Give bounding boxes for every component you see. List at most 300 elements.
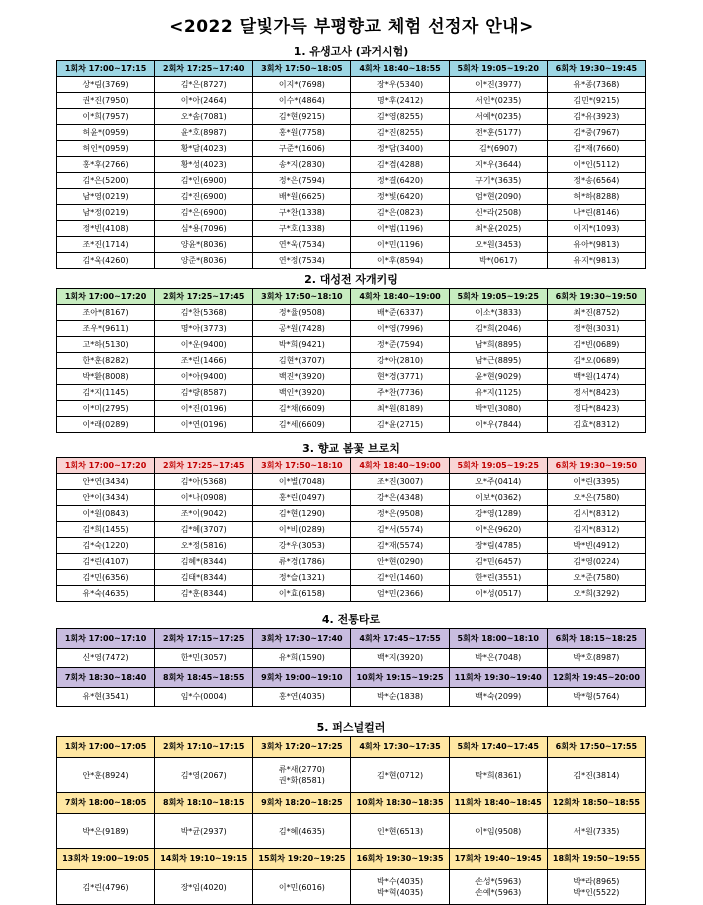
participant-cell: 연*욱(7534)	[253, 237, 351, 253]
participant-cell: 백*지(3920)	[351, 649, 449, 668]
participant-cell: 구*호(1338)	[253, 221, 351, 237]
schedule-table	[56, 60, 646, 269]
participant-names	[155, 826, 252, 837]
session-header: 2회차 17:25~17:45	[155, 289, 253, 305]
participant-cell	[351, 758, 449, 793]
session-header: 16회차 19:30~19:35	[351, 849, 449, 870]
schedule-table	[56, 736, 646, 905]
participant-cell: 백*원(1474)	[547, 369, 645, 385]
participant-cell: 박*호(8987)	[547, 649, 645, 668]
session-header: 8회차 18:10~18:15	[155, 793, 253, 814]
participant-cell: 오*원(3453)	[449, 237, 547, 253]
participant-cell: 한*린(3551)	[449, 570, 547, 586]
session-header: 4회차 18:40~19:00	[351, 458, 449, 474]
participant-cell: 허인*(0959)	[57, 141, 155, 157]
table-row	[57, 554, 646, 570]
participant-names	[253, 764, 350, 786]
participant-cell: 윤*호(8987)	[155, 125, 253, 141]
participant-cell	[253, 814, 351, 849]
participant-cell: 이*래(0289)	[57, 417, 155, 433]
session-header: 10회차 19:15~19:25	[351, 668, 449, 688]
participant-cell: 남*영(0219)	[57, 189, 155, 205]
participant-cell: 김*현(1290)	[253, 506, 351, 522]
header-row	[57, 849, 646, 870]
participant-cell: 이*아(9400)	[155, 369, 253, 385]
participant-cell: 김*민(6356)	[57, 570, 155, 586]
table-row	[57, 253, 646, 269]
participant-cell: 조*진(1714)	[57, 237, 155, 253]
session-header: 14회차 19:10~19:15	[155, 849, 253, 870]
participant-name: 김*린(4796)	[82, 882, 129, 892]
participant-cell: 이*영(7996)	[351, 321, 449, 337]
participant-name: 박*은(9189)	[82, 826, 129, 836]
header-row	[57, 793, 646, 814]
participant-cell: 홍*린(0497)	[253, 490, 351, 506]
table-row	[57, 353, 646, 369]
participant-name: 이*민(6016)	[278, 882, 325, 892]
table-row	[57, 417, 646, 433]
participant-cell: 나*린(8146)	[547, 205, 645, 221]
table-row	[57, 237, 646, 253]
participant-name: 인*현(6513)	[377, 826, 424, 836]
participant-cell: 안*연(3434)	[57, 474, 155, 490]
participant-cell: 김*재(7660)	[547, 141, 645, 157]
participant-cell: 김*진(8255)	[351, 125, 449, 141]
table-row	[57, 506, 646, 522]
section-title: 1. 유생고사 (과거시험)	[293, 45, 409, 58]
participant-names	[351, 826, 448, 837]
participant-names	[450, 826, 547, 837]
participant-cell: 고*하(5130)	[57, 337, 155, 353]
participant-name: 김*현(0712)	[377, 770, 424, 780]
participant-names	[155, 770, 252, 781]
participant-cell: 정*결(6420)	[351, 173, 449, 189]
participant-cell: 서예*(0235)	[449, 109, 547, 125]
participant-cell	[57, 758, 155, 793]
participant-names	[57, 826, 154, 837]
participant-cell: 김*윤(2715)	[351, 417, 449, 433]
participant-cell: 이*원(0843)	[57, 506, 155, 522]
participant-cell: 강*은(4348)	[351, 490, 449, 506]
participant-cell: 이지*(7698)	[253, 77, 351, 93]
participant-cell: 백인*(3920)	[253, 385, 351, 401]
session-header: 5회차 17:40~17:45	[449, 737, 547, 758]
participant-cell: 김*인(1460)	[351, 570, 449, 586]
participant-cell: 강*우(3053)	[253, 538, 351, 554]
participant-name: 손성*(5963)	[475, 877, 522, 886]
table-row	[57, 321, 646, 337]
header-row	[57, 458, 646, 474]
participant-cell	[253, 870, 351, 905]
schedule-table	[56, 628, 646, 707]
participant-cell: 이*범(1196)	[351, 221, 449, 237]
section-traditional-tarot	[56, 612, 646, 707]
participant-cell: 백진*(3920)	[253, 369, 351, 385]
participant-cell: 서인*(0235)	[449, 93, 547, 109]
participant-cell: 김*중(7967)	[547, 125, 645, 141]
session-header: 3회차 17:20~17:25	[253, 737, 351, 758]
table-row	[57, 369, 646, 385]
participant-name: 안*훈(8924)	[82, 770, 129, 780]
table-row	[57, 570, 646, 586]
participant-cell: 이*성(0517)	[449, 586, 547, 602]
participant-cell: 김*현(9215)	[253, 109, 351, 125]
participant-cell: 정서*(8423)	[547, 385, 645, 401]
participant-cell: 백*숙(2099)	[449, 688, 547, 707]
session-header: 7회차 18:30~18:40	[57, 668, 155, 688]
participant-cell: 유*희(1590)	[253, 649, 351, 668]
participant-cell	[449, 814, 547, 849]
participant-cell: 김*재(5574)	[351, 538, 449, 554]
participant-cell: 유*지(1125)	[449, 385, 547, 401]
participant-cell: 김*지(1145)	[57, 385, 155, 401]
participant-cell: 이소*(3833)	[449, 305, 547, 321]
participant-names	[155, 882, 252, 893]
participant-cell: 유지*(9813)	[547, 253, 645, 269]
table-row	[57, 173, 646, 189]
participant-cell: 김*영(0224)	[547, 554, 645, 570]
participant-cell: 김*은(5200)	[57, 173, 155, 189]
participant-cell: 양준*(8036)	[155, 253, 253, 269]
participant-cell	[449, 870, 547, 905]
participant-cell: 이*운(9400)	[155, 337, 253, 353]
table-row	[57, 758, 646, 793]
participant-names	[450, 770, 547, 781]
participant-name: 김*혜(4635)	[278, 826, 325, 836]
participant-cell: 김시*(8312)	[547, 506, 645, 522]
participant-cell: 김*유(3923)	[547, 109, 645, 125]
session-header: 13회차 19:00~19:05	[57, 849, 155, 870]
section-title: 5. 퍼스널컬러	[316, 721, 386, 734]
participant-cell: 황*성(4023)	[155, 157, 253, 173]
participant-cell: 장*우(5340)	[351, 77, 449, 93]
table-row	[57, 157, 646, 173]
table-row	[57, 474, 646, 490]
session-header: 6회차 19:30~19:50	[547, 289, 645, 305]
participant-cell: 김*인(6900)	[155, 173, 253, 189]
participant-cell: 황*담(4023)	[155, 141, 253, 157]
participant-cell: 정*슬(1321)	[253, 570, 351, 586]
participant-cell: 김지*(8312)	[547, 522, 645, 538]
session-header: 3회차 17:30~17:40	[253, 629, 351, 649]
participant-cell: 배*원(6625)	[253, 189, 351, 205]
participant-cell: 임*수(0004)	[155, 688, 253, 707]
header-row	[57, 289, 646, 305]
participant-cell: 이수*(4864)	[253, 93, 351, 109]
participant-cell: 김*세(6609)	[253, 417, 351, 433]
table-row	[57, 125, 646, 141]
table-row	[57, 538, 646, 554]
participant-cell: 유아*(9813)	[547, 237, 645, 253]
session-header: 4회차 17:45~17:55	[351, 629, 449, 649]
table-row	[57, 109, 646, 125]
participant-name: 박*라(8965)	[573, 877, 620, 886]
participant-cell: 박*빈(4912)	[547, 538, 645, 554]
table-row	[57, 305, 646, 321]
participant-name: 박*수(4035)	[377, 877, 424, 886]
session-header: 3회차 17:50~18:10	[253, 289, 351, 305]
participant-cell: 박*순(1838)	[351, 688, 449, 707]
participant-cell: 박*환(8008)	[57, 369, 155, 385]
participant-cell: 심*용(7096)	[155, 221, 253, 237]
table-row	[57, 141, 646, 157]
session-header: 4회차 18:40~19:00	[351, 289, 449, 305]
session-header: 3회차 17:50~18:05	[253, 61, 351, 77]
session-header: 11회차 19:30~19:40	[449, 668, 547, 688]
participant-cell: 오*준(7580)	[547, 570, 645, 586]
participant-cell: 이지*(1093)	[547, 221, 645, 237]
participant-names	[351, 876, 448, 898]
schedule-table	[56, 457, 646, 602]
participant-cell: 김*은(8727)	[155, 77, 253, 93]
participant-cell: 공*원(7428)	[253, 321, 351, 337]
table-row	[57, 490, 646, 506]
participant-cell: 정*은(9508)	[351, 506, 449, 522]
participant-cell: 이*은(9620)	[449, 522, 547, 538]
table-row	[57, 870, 646, 905]
participant-cell	[155, 870, 253, 905]
participant-cell: 장*림(4785)	[449, 538, 547, 554]
participant-name: 박*인(5522)	[573, 888, 620, 897]
participant-names	[57, 882, 154, 893]
header-row	[57, 668, 646, 688]
participant-names	[548, 770, 645, 781]
participant-cell: 조아*(8167)	[57, 305, 155, 321]
session-header: 12회차 19:45~20:00	[547, 668, 645, 688]
participant-cell: 연*정(7534)	[253, 253, 351, 269]
section-title: 4. 전통타로	[321, 613, 381, 626]
participant-cell: 허윤*(0959)	[57, 125, 155, 141]
participant-cell: 안*이(3434)	[57, 490, 155, 506]
section-title: 3. 향교 봄꽃 브로치	[302, 442, 400, 455]
participant-cell: 김혜*(8344)	[155, 554, 253, 570]
participant-cell: 상*림(3769)	[57, 77, 155, 93]
participant-cell	[547, 870, 645, 905]
table-row	[57, 77, 646, 93]
participant-cell: 이*인(5112)	[547, 157, 645, 173]
participant-cell: 오*정(5816)	[155, 538, 253, 554]
participant-cell: 유*현(3541)	[57, 688, 155, 707]
participant-cell: 이*우(7844)	[449, 417, 547, 433]
table-row	[57, 522, 646, 538]
participant-cell: 정*송(6564)	[547, 173, 645, 189]
participant-cell: 이보*(0362)	[449, 490, 547, 506]
header-row	[57, 629, 646, 649]
participant-cell	[449, 758, 547, 793]
participant-cell: 박*민(3080)	[449, 401, 547, 417]
participant-cell: 정다*(8423)	[547, 401, 645, 417]
participant-names	[351, 770, 448, 781]
participant-cell	[253, 758, 351, 793]
participant-cell: 권*진(7950)	[57, 93, 155, 109]
session-header: 6회차 18:15~18:25	[547, 629, 645, 649]
participant-cell: 오*희(3292)	[547, 586, 645, 602]
participant-name: 탁*희(8361)	[475, 770, 522, 780]
participant-name: 박*혁(4035)	[377, 888, 424, 897]
participant-cell: 이*비(0289)	[253, 522, 351, 538]
participant-names	[253, 826, 350, 837]
session-header: 6회차 19:30~19:50	[547, 458, 645, 474]
participant-cell: 구기*(3635)	[449, 173, 547, 189]
participant-cell: 남*근(8895)	[449, 353, 547, 369]
participant-cell: 엄*민(2366)	[351, 586, 449, 602]
section-title: 2. 대성전 자개키링	[304, 273, 398, 286]
participant-cell: 이*아(2464)	[155, 93, 253, 109]
session-header: 12회차 18:50~18:55	[547, 793, 645, 814]
session-header: 10회차 18:30~18:35	[351, 793, 449, 814]
session-header: 6회차 19:30~19:45	[547, 61, 645, 77]
participant-cell: 박*형(5764)	[547, 688, 645, 707]
participant-cell: 신*라(2508)	[449, 205, 547, 221]
participant-cell: 최*원(8189)	[351, 401, 449, 417]
session-header: 5회차 19:05~19:25	[449, 458, 547, 474]
participant-cell: 이*효(6158)	[253, 586, 351, 602]
table-row	[57, 814, 646, 849]
participant-cell	[547, 814, 645, 849]
participant-cell: 이*진(0196)	[155, 401, 253, 417]
section-flower-brooch	[56, 441, 646, 602]
participant-cell: 김*찬(5368)	[155, 305, 253, 321]
participant-cell: 김*민(6457)	[449, 554, 547, 570]
participant-cell: 오*주(0414)	[449, 474, 547, 490]
participant-cell: 정*담(3400)	[351, 141, 449, 157]
participant-cell: 엄*현(2090)	[449, 189, 547, 205]
participant-cell: 김*채(6609)	[253, 401, 351, 417]
table-row	[57, 586, 646, 602]
session-header: 6회차 17:50~17:55	[547, 737, 645, 758]
participant-name: 김*영(2067)	[180, 770, 227, 780]
participant-cell: 김*겸(4288)	[351, 157, 449, 173]
session-header: 1회차 17:00~17:10	[57, 629, 155, 649]
session-header: 8회차 18:45~18:55	[155, 668, 253, 688]
participant-cell: 김태*(8344)	[155, 570, 253, 586]
participant-cell: 최*진(8752)	[547, 305, 645, 321]
participant-name: 류*새(2770)	[278, 765, 325, 774]
participant-names	[548, 826, 645, 837]
table-row	[57, 337, 646, 353]
session-header: 18회차 19:50~19:55	[547, 849, 645, 870]
participant-cell: 홍*원(7758)	[253, 125, 351, 141]
participant-name: 서*원(7335)	[573, 826, 620, 836]
participant-cell	[57, 870, 155, 905]
participant-names	[548, 876, 645, 898]
participant-cell: 류*경(1786)	[253, 554, 351, 570]
participant-cell: 조*진(3007)	[351, 474, 449, 490]
participant-names	[57, 770, 154, 781]
session-header: 15회차 19:20~19:25	[253, 849, 351, 870]
session-header: 11회차 18:40~18:45	[449, 793, 547, 814]
session-header: 7회차 18:00~18:05	[57, 793, 155, 814]
participant-cell	[57, 814, 155, 849]
participant-cell: 양윤*(8036)	[155, 237, 253, 253]
participant-cell: 김*량(8587)	[155, 385, 253, 401]
participant-cell: 김*아(5368)	[155, 474, 253, 490]
session-header: 2회차 17:10~17:15	[155, 737, 253, 758]
participant-cell: 남*희(8895)	[449, 337, 547, 353]
participant-cell: 주*찬(7736)	[351, 385, 449, 401]
participant-cell: 김*희(1455)	[57, 522, 155, 538]
table-row	[57, 189, 646, 205]
session-header: 2회차 17:25~17:45	[155, 458, 253, 474]
participant-cell: 한*민(3057)	[155, 649, 253, 668]
participant-cell: 명*후(2412)	[351, 93, 449, 109]
participant-cell: 김*빈(0689)	[547, 337, 645, 353]
participant-cell: 오*솜(7081)	[155, 109, 253, 125]
table-row	[57, 649, 646, 668]
participant-cell: 유*종(7368)	[547, 77, 645, 93]
participant-cell: 송*지(2830)	[253, 157, 351, 173]
participant-cell: 김*훈(8344)	[155, 586, 253, 602]
participant-cell: 김*숙(1220)	[57, 538, 155, 554]
participant-cell: 이*린(3395)	[547, 474, 645, 490]
participant-cell: 박*희(9421)	[253, 337, 351, 353]
participant-cell: 구*찬(1338)	[253, 205, 351, 221]
participant-cell: 조*이(9042)	[155, 506, 253, 522]
participant-cell: 김*영(8255)	[351, 109, 449, 125]
participant-cell	[155, 814, 253, 849]
participant-cell: 홍*연(4035)	[253, 688, 351, 707]
table-row	[57, 205, 646, 221]
participant-cell: 김*은(6900)	[155, 205, 253, 221]
participant-cell: 한*훈(8282)	[57, 353, 155, 369]
section-personal-color	[56, 720, 646, 905]
section-confucian-exam	[56, 44, 646, 269]
participant-cell: 이*별(7048)	[253, 474, 351, 490]
participant-names	[253, 882, 350, 893]
header-row	[57, 61, 646, 77]
participant-cell: 이*희(7957)	[57, 109, 155, 125]
participant-cell: 정*율(9508)	[253, 305, 351, 321]
participant-cell: 윤*현(9029)	[449, 369, 547, 385]
participant-cell	[351, 870, 449, 905]
table-row	[57, 385, 646, 401]
participant-name: 손예*(5963)	[475, 888, 522, 897]
session-header: 5회차 18:00~18:10	[449, 629, 547, 649]
session-header: 5회차 19:05~19:25	[449, 289, 547, 305]
participant-cell: 정*빈(4108)	[57, 221, 155, 237]
session-header: 17회차 19:40~19:45	[449, 849, 547, 870]
session-header: 2회차 17:25~17:40	[155, 61, 253, 77]
participant-cell: 배*준(6337)	[351, 305, 449, 321]
participant-cell	[351, 814, 449, 849]
participant-cell: 정*빛(6420)	[351, 189, 449, 205]
participant-name: 이*임(9508)	[475, 826, 522, 836]
participant-cell: 강*아(2810)	[351, 353, 449, 369]
participant-cell: 김효*(8312)	[547, 417, 645, 433]
participant-cell: 홍*후(2766)	[57, 157, 155, 173]
participant-cell: 조우*(9611)	[57, 321, 155, 337]
participant-cell: 김*혜(3707)	[155, 522, 253, 538]
participant-cell: 오*은(7580)	[547, 490, 645, 506]
participant-name: 장*임(4020)	[180, 882, 227, 892]
participant-name: 권*화(8581)	[278, 776, 325, 785]
participant-name: 박*균(2937)	[180, 826, 227, 836]
participant-cell	[155, 758, 253, 793]
table-row	[57, 688, 646, 707]
schedule-table	[56, 288, 646, 433]
session-header: 1회차 17:00~17:20	[57, 289, 155, 305]
session-header: 5회차 19:05~19:20	[449, 61, 547, 77]
participant-cell: 남*정(0219)	[57, 205, 155, 221]
participant-cell: 김현*(3707)	[253, 353, 351, 369]
participant-cell: 김민*(9215)	[547, 93, 645, 109]
session-header: 9회차 19:00~19:10	[253, 668, 351, 688]
participant-cell: 이*진(3977)	[449, 77, 547, 93]
participant-cell: 허*하(8288)	[547, 189, 645, 205]
participant-cell: 김*(6907)	[449, 141, 547, 157]
session-header: 9회차 18:20~18:25	[253, 793, 351, 814]
participant-cell: 신*영(7472)	[57, 649, 155, 668]
